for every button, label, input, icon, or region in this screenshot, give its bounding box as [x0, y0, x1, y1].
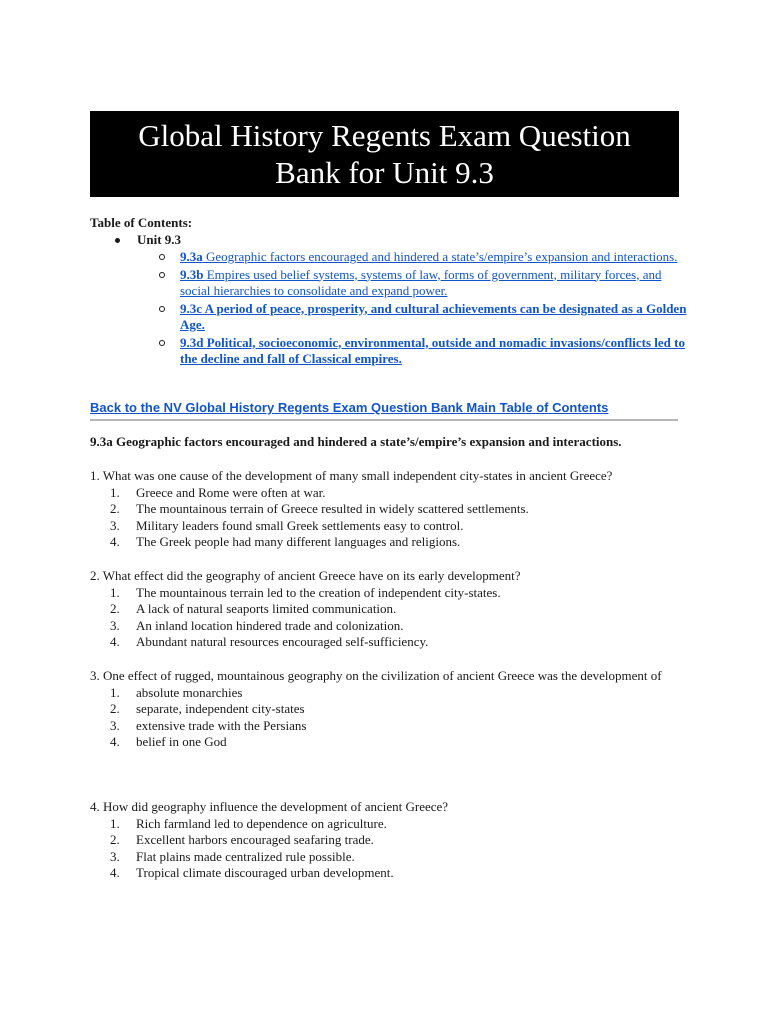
answer-number: 2.: [110, 501, 120, 516]
answer-item: [90, 701, 690, 718]
answer-number: 4.: [110, 634, 120, 649]
answer-item: [90, 518, 690, 535]
answer-item: [90, 849, 690, 866]
answer-text: separate, independent city-states: [136, 701, 305, 716]
answer-item: [90, 832, 690, 849]
back-to-main-toc-link[interactable]: Back to the NV Global History Regents Exam Question Bank Main Table of Contents: [90, 400, 678, 421]
bullet-circle-icon: [159, 272, 165, 278]
answer-list: [90, 685, 690, 751]
question-text: 1. What was one cause of the development of many small independent city-states in ancient Greece?: [90, 468, 613, 483]
question-text: 4. How did geography influence the development of ancient Greece?: [90, 799, 449, 814]
toc-unit-label: Unit 9.3: [137, 231, 182, 247]
toc-link-code: 9.3c: [180, 300, 203, 316]
answer-text: Military leaders found small Greek settlements easy to control.: [136, 517, 464, 533]
question-text: 2. What effect did the geography of ancient Greece have on its early development?: [90, 568, 521, 583]
answer-text: A lack of natural seaports limited communication.: [136, 601, 397, 616]
title-banner: [90, 111, 679, 197]
answer-list: [90, 485, 690, 551]
answer-text: belief in one God: [136, 734, 227, 749]
answer-number: 4.: [110, 534, 120, 549]
answer-number: 3.: [110, 617, 120, 633]
answer-number: 3.: [110, 848, 120, 864]
table-of-contents: [90, 215, 690, 368]
answer-text: The mountainous terrain of Greece resulted in widely scattered settlements.: [136, 501, 529, 516]
answer-text: Rich farmland led to dependence on agriculture.: [136, 815, 387, 831]
answer-number: 1.: [110, 815, 120, 831]
bullet-circle-icon: [159, 254, 165, 260]
answer-text: The mountainous terrain led to the creation of independent city-states.: [136, 584, 501, 600]
answer-number: 1.: [110, 484, 120, 500]
toc-link-9-3b[interactable]: [180, 267, 662, 299]
toc-heading: Table of Contents:: [90, 215, 193, 230]
toc-link-9-3a[interactable]: [180, 249, 677, 264]
answer-text: Excellent harbors encouraged seafaring trade.: [136, 832, 374, 847]
section-heading: 9.3a Geographic factors encouraged and hindered a state’s/empire’s expansion and interactions.: [90, 434, 622, 449]
answer-item: [90, 685, 690, 702]
toc-link-9-3c[interactable]: [180, 301, 686, 333]
answer-item: [90, 634, 690, 651]
toc-item-9-3c: [90, 301, 690, 334]
toc-item-9-3a: [90, 249, 690, 266]
answer-item: [90, 585, 690, 602]
bullet-circle-icon: [159, 306, 165, 312]
toc-link-text: Empires used belief systems, systems of law, forms of government, military forces, and social hierarchies to consolidate and expand power.: [180, 266, 662, 298]
answer-item: [90, 534, 690, 551]
bullet-circle-icon: [159, 340, 165, 346]
answer-item: [90, 734, 690, 751]
answer-list: [90, 585, 690, 651]
question-2: [90, 568, 690, 651]
answer-text: extensive trade with the Persians: [136, 717, 307, 733]
answer-number: 2.: [110, 601, 120, 616]
answer-number: 2.: [110, 832, 120, 847]
answer-item: [90, 501, 690, 518]
answer-item: [90, 865, 690, 882]
answer-item: [90, 718, 690, 735]
answer-text: Tropical climate discouraged urban development.: [136, 865, 394, 880]
toc-link-9-3d[interactable]: [180, 335, 685, 367]
answer-text: Greece and Rome were often at war.: [136, 484, 326, 500]
question-1: [90, 468, 690, 551]
answer-text: Abundant natural resources encouraged self-sufficiency.: [136, 634, 429, 649]
toc-link-text: A period of peace, prosperity, and cultural achievements can be designated as a Golden Age.: [180, 300, 687, 332]
toc-link-text: Political, socioeconomic, environmental, outside and nomadic invasions/conflicts led to the decline and fall of Classical empires.: [180, 334, 685, 366]
toc-link-code: 9.3a: [180, 249, 203, 264]
question-4: [90, 799, 690, 882]
answer-number: 4.: [110, 734, 120, 749]
toc-item-9-3b: [90, 267, 690, 300]
bullet-dot-icon: [115, 238, 120, 243]
answer-item: [90, 485, 690, 502]
toc-link-code: 9.3b: [180, 266, 204, 282]
toc-link-code: 9.3d: [180, 334, 204, 350]
answer-item: [90, 601, 690, 618]
answer-list: [90, 816, 690, 882]
question-3: [90, 668, 690, 751]
answer-item: [90, 618, 690, 635]
answer-number: 1.: [110, 584, 120, 600]
toc-sub-list: [90, 249, 690, 368]
answer-number: 3.: [110, 517, 120, 533]
toc-link-text: Geographic factors encouraged and hindered a state’s/empire’s expansion and interactions.: [206, 249, 678, 264]
toc-unit-item: [90, 232, 690, 249]
answer-number: 1.: [110, 684, 120, 700]
answer-text: absolute monarchies: [136, 684, 243, 700]
answer-number: 4.: [110, 865, 120, 880]
answer-text: An inland location hindered trade and colonization.: [136, 617, 404, 633]
question-text: 3. One effect of rugged, mountainous geography on the civilization of ancient Greece was the development of: [90, 668, 662, 683]
toc-item-9-3d: [90, 335, 690, 368]
page-title: Global History Regents Exam Question Bank for Unit 9.3: [138, 118, 631, 190]
answer-text: Flat plains made centralized rule possible.: [136, 848, 355, 864]
answer-item: [90, 816, 690, 833]
answer-text: The Greek people had many different languages and religions.: [136, 534, 461, 549]
answer-number: 3.: [110, 717, 120, 733]
answer-number: 2.: [110, 701, 120, 716]
